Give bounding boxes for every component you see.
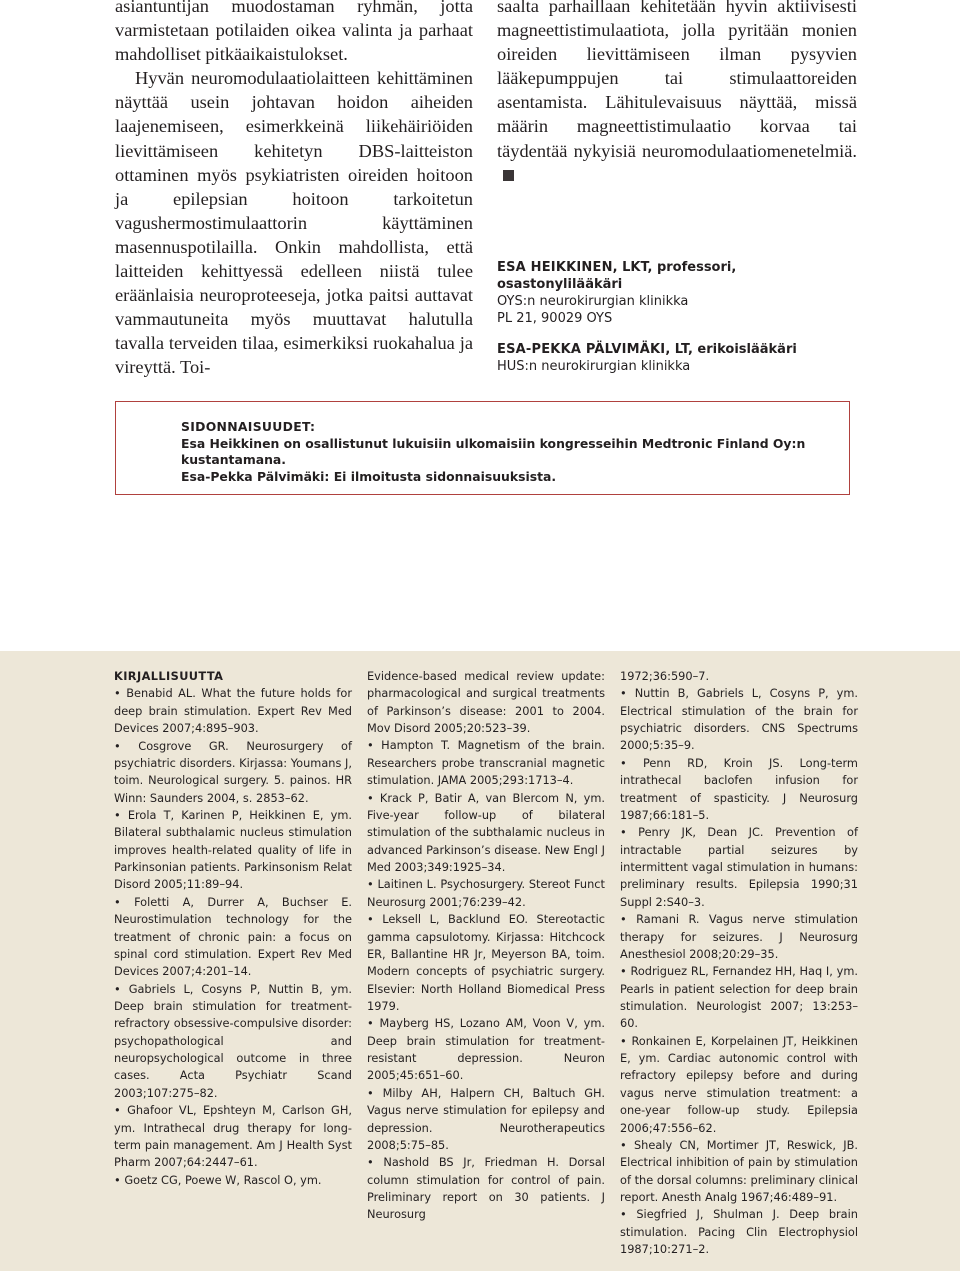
reference-item: • Penn RD, Kroin JS. Long-term intrathecal baclofen infusion for treatment of spasticity. J Neurosurg 1987;66:181–5. — [620, 755, 858, 822]
reference-item: • Siegfried J, Shulman J. Deep brain stimulation. Pacing Clin Electrophysiol 1987;10:271–2. — [620, 1207, 858, 1257]
paragraph-text: saalta parhaillaan kehitetään hyvin aktiivisesti magneettistimulaatiota, jolla pyritään monien oireiden lievittämiseen ilman pysyvien lääkepumppujen tai stimulaattoreiden asentamista. Lähitulevaisuus näyttää, missä määrin magneettistimulaatio korvaa tai täydentää nykyisiä neuromodulaatiomenetelmiä. — [497, 0, 857, 161]
reference-item: • Ronkainen E, Korpelainen JT, Heikkinen E, ym. Cardiac autonomic control with refractory epilepsy before and during vagus nerve stimulation treatment: a one-year follow-up study. Epilepsia 2006;47:556–62. — [620, 1033, 858, 1135]
author-name: ESA HEIKKINEN — [497, 260, 613, 275]
bullet-icon: • — [114, 894, 135, 909]
bullet-icon: • — [620, 686, 635, 701]
disclosure-box — [115, 401, 850, 495]
paragraph: asiantuntijan muodostaman ryhmän, jotta varmistetaan potilaiden oikea valinta ja parhaat mahdolliset pitkäaikaistulokset. — [115, 0, 473, 65]
author-address: PL 21, 90029 OYS — [497, 311, 613, 326]
bullet-icon: • — [367, 877, 378, 892]
bullet-icon: • — [620, 964, 631, 979]
bullet-icon: • — [114, 1103, 128, 1118]
reference-item: • Cosgrove GR. Neurosurgery of psychiatric disorders. Kirjassa: Youmans J, toim. Neurological surgery. 5. painos. HR Winn: Saunders 2004, s. 2853–62. — [114, 738, 352, 805]
bullet-icon: • — [367, 1155, 384, 1170]
bullet-icon: • — [367, 1085, 383, 1100]
reference-continuation: 1972;36:590–7. — [620, 669, 710, 683]
bullet-icon: • — [114, 981, 129, 996]
author-affiliation: OYS:n neurokirurgian klinikka — [497, 294, 689, 309]
references-column-3 — [620, 668, 858, 1259]
reference-item: • Milby AH, Halpern CH, Baltuch GH. Vagus nerve stimulation for epilepsy and depression. Neurotherapeutics 2008;5:75–85. — [367, 1085, 605, 1152]
reference-item: • Erola T, Karinen P, Heikkinen E, ym. Bilateral subthalamic nucleus stimulation improves health-related quality of life in Parkinsonian patients. Parkinsonism Relat Disord 2005;11:89–94. — [114, 808, 352, 892]
reference-item: • Nashold BS Jr, Friedman H. Dorsal column stimulation for control of pain. Preliminary report on 30 patients. J Neurosurg — [367, 1155, 605, 1222]
reference-item: • Krack P, Batir A, van Blercom N, ym. Five-year follow-up of bilateral stimulation of the subthalamic nucleus in advanced Parkinson’s disease. New Engl J Med 2003;349:1925–34. — [367, 790, 605, 874]
author-title: , LT, erikoislääkäri — [665, 342, 797, 357]
end-of-article-mark-icon — [503, 170, 514, 181]
author-info — [497, 259, 857, 389]
reference-item: • Ghafoor VL, Epshteyn M, Carlson GH, ym. Intrathecal drug therapy for long-term pain management. Am J Health Syst Pharm 2007;64:2447–61. — [114, 1103, 352, 1170]
reference-item: • Nuttin B, Gabriels L, Cosyns P, ym. Electrical stimulation of the brain for psychiatric disorders. CNS Spectrums 2000;5:35–9. — [620, 686, 858, 753]
reference-item: • Shealy CN, Mortimer JT, Reswick, JB. Electrical inhibition of pain by stimulation of the dorsal columns: preliminary clinical report. Anesth Analg 1967;46:489–91. — [620, 1137, 858, 1204]
article-column-right — [497, 0, 857, 187]
references-column-2 — [367, 668, 605, 1224]
reference-item: • Mayberg HS, Lozano AM, Voon V, ym. Deep brain stimulation for treatment-resistant depression. Neuron 2005;45:651–60. — [367, 1016, 605, 1083]
bullet-icon: • — [114, 738, 139, 753]
reference-item: • Rodriguez RL, Fernandez HH, Haq I, ym. Pearls in patient selection for deep brain stimulation. Neurologist 2007; 13:253–60. — [620, 964, 858, 1031]
bullet-icon: • — [620, 1137, 634, 1152]
reference-item: • Ramani R. Vagus nerve stimulation therapy for seizures. J Neurosurg Anesthesiol 2008;20:29–35. — [620, 912, 858, 961]
reference-item: • Penry JK, Dean JC. Prevention of intractable partial seizures by intermittent vagal stimulation in humans: preliminary results. Epilepsia 1990;31 Suppl 2:S40–3. — [620, 825, 858, 909]
bullet-icon: • — [367, 1016, 380, 1031]
bullet-icon: • — [114, 1172, 125, 1187]
disclosure-line: Esa Heikkinen on osallistunut lukuisiin ulkomaisiin kongresseihin Medtronic Finland Oy:n kustantamana. — [181, 435, 806, 467]
reference-item: • Goetz CG, Poewe W, Rascol O, ym. — [114, 1172, 322, 1187]
disclosure-title: SIDONNAISUUDET: — [181, 419, 316, 434]
author-block — [497, 341, 857, 375]
bullet-icon: • — [367, 790, 380, 805]
bullet-icon: • — [114, 808, 128, 823]
reference-item: • Foletti A, Durrer A, Buchser E. Neurostimulation technology for the treatment of chronic pain: a focus on spinal cord stimulation. Expert Rev Med Devices 2007;4:201–14. — [114, 894, 352, 979]
reference-item: • Hampton T. Magnetism of the brain. Researchers probe transcranial magnetic stimulation. JAMA 2005;293:1713–4. — [367, 738, 605, 788]
bullet-icon: • — [620, 755, 643, 770]
bullet-icon: • — [367, 738, 382, 753]
bullet-icon: • — [620, 1033, 632, 1048]
bullet-icon: • — [367, 912, 383, 927]
bullet-icon: • — [620, 912, 637, 927]
paragraph — [497, 0, 857, 187]
reference-item: • Benabid AL. What the future holds for deep brain stimulation. Expert Rev Med Devices 2007;4:895–903. — [114, 686, 352, 736]
bullet-icon: • — [114, 686, 127, 701]
bullet-icon: • — [620, 825, 639, 840]
author-block — [497, 259, 857, 327]
disclosure-line: Esa-Pekka Pälvimäki: Ei ilmoitusta sidonnaisuuksista. — [181, 468, 557, 484]
author-title: , LKT, professori, osastonylilääkäri — [497, 260, 737, 292]
reference-item: • Gabriels L, Cosyns P, Nuttin B, ym. Deep brain stimulation for treatment-refractory obsessive-compulsive disorder: psychopathological and neuropsychological outcome in three cases. Acta Psychiatr Scand 2003;107:275–82. — [114, 981, 352, 1100]
author-affiliation: HUS:n neurokirurgian klinikka — [497, 359, 691, 374]
reference-continuation: Evidence-based medical review update: pharmacological and surgical treatments of Parkinson’s disease: 2001 to 2004. Mov Disord 2005;20:523–39. — [367, 669, 605, 736]
references-column-1 — [114, 668, 352, 1189]
references-heading: KIRJALLISUUTTA — [114, 669, 224, 683]
references-panel — [0, 651, 960, 1271]
article-column-left — [115, 0, 473, 380]
reference-item: • Laitinen L. Psychosurgery. Stereot Funct Neurosurg 2001;76:239–42. — [367, 877, 605, 909]
author-name: ESA-PEKKA PÄLVIMÄKI — [497, 342, 666, 357]
bullet-icon: • — [620, 1207, 637, 1222]
paragraph: Hyvän neuromodulaatiolaitteen kehittäminen näyttää usein johtavan hoidon aiheiden laajenemiseen, esimerkkeinä liikehäiriöiden lievittämiseen kehitetyn DBS-laitteiston ottaminen myös psykiatristen oireiden hoitoon ja epilepsian hoitoon tarkoitetun vagushermostimulaattorin käyttäminen masennuspotilailla. Onkin mahdollista, että laitteiden kehittyessä edelleen niistä tulee eräänlaisia neuroproteeseja, jotka paitsi auttavat vammautuneita myös muuttavat halutulla tavalla terveiden tilaa, esimerkiksi ruokahalua ja vireyttä. Toi- — [115, 68, 473, 378]
reference-item: • Leksell L, Backlund EO. Stereotactic gamma capsulotomy. Kirjassa: Hitchcock ER, Ballantine HR Jr, Meyerson BA, toim. Modern concepts of psychiatric surgery. Elsevier: North Holland Biomedical Press 1979. — [367, 912, 605, 1013]
